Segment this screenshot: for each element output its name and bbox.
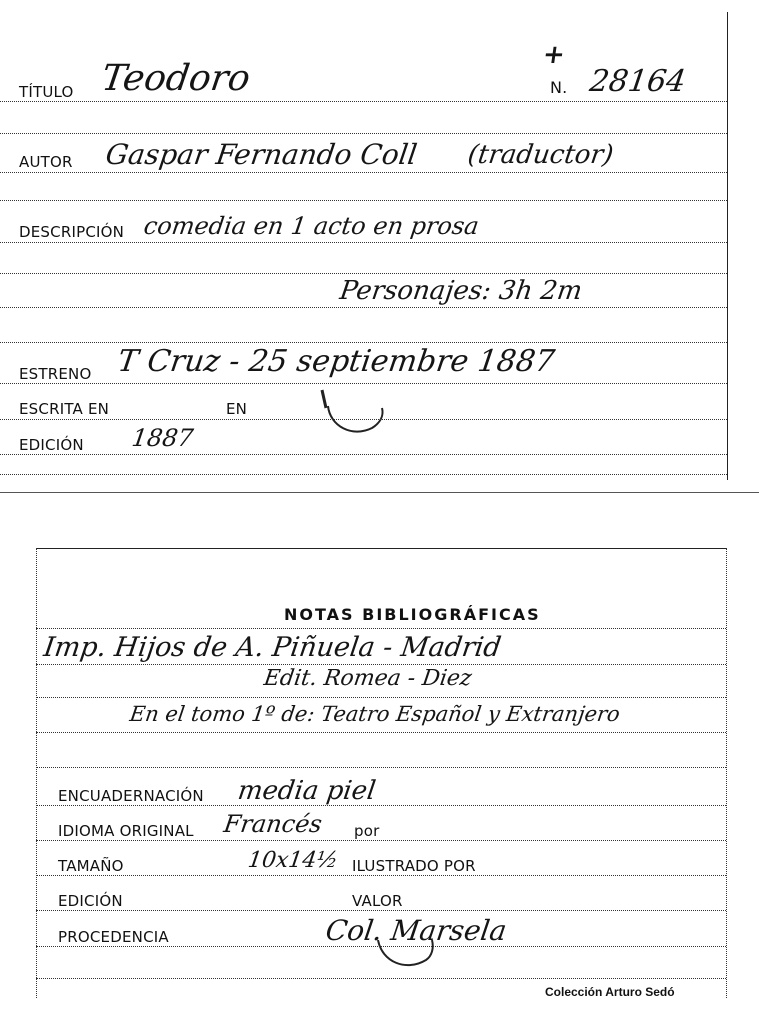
escrita-en-label: ESCRITA EN: [19, 400, 110, 418]
ruled-line: [36, 767, 726, 768]
tamano-line: [36, 875, 726, 876]
ruled-line: [36, 664, 726, 665]
edicion-label: EDICIÓN: [19, 436, 84, 454]
personajes-value: Personajes: 3h 2m: [337, 276, 585, 306]
autor-value: Gaspar Fernando Coll: [103, 138, 420, 171]
note-line-2: Edit. Romea - Diez: [262, 666, 474, 691]
idioma-label: IDIOMA ORIGINAL: [58, 822, 194, 840]
ruled-line: [0, 200, 727, 201]
tamano-label: TAMAÑO: [58, 857, 124, 875]
note-line-3: En el tomo 1º de: Teatro Español y Extranjero: [128, 702, 622, 726]
encuadernacion-label: ENCUADERNACIÓN: [58, 787, 204, 805]
edicion-bottom-label: EDICIÓN: [58, 892, 123, 910]
ilustrado-label: ILUSTRADO POR: [352, 857, 476, 875]
ruled-line: [0, 474, 727, 475]
titulo-line: [0, 101, 727, 102]
collection-footer: Colección Arturo Sedó: [545, 985, 675, 999]
notas-heading: NOTAS BIBLIOGRÁFICAS: [284, 605, 541, 624]
procedencia-value: Col. Marsela: [323, 914, 509, 947]
top-card-right-border: [727, 12, 728, 480]
ruled-line: [0, 307, 727, 308]
idioma-line: [36, 840, 726, 841]
top-card-bottom-border: [0, 492, 759, 493]
ruled-line: [0, 133, 727, 134]
autor-note: (traductor): [465, 140, 616, 170]
procedencia-label: PROCEDENCIA: [58, 928, 169, 946]
autor-line: [0, 172, 727, 173]
numero-mark: +: [540, 40, 567, 70]
ruled-line: [0, 273, 727, 274]
estreno-line: [0, 383, 727, 384]
hole-punch-mark: [320, 388, 390, 440]
ruled-line: [36, 628, 726, 629]
escrita-en-line: [0, 419, 727, 420]
ruled-line: [36, 978, 726, 979]
bottom-card-right-border: [726, 548, 727, 998]
descripcion-value: comedia en 1 acto en prosa: [142, 212, 481, 240]
ruled-line: [36, 732, 726, 733]
edicion-bottom-line: [36, 910, 726, 911]
descripcion-label: DESCRIPCIÓN: [19, 223, 125, 241]
bottom-card-left-border: [36, 548, 37, 998]
en-label: EN: [226, 400, 248, 418]
estreno-value: T Cruz - 25 septiembre 1887: [115, 344, 557, 379]
hole-punch-mark: [372, 930, 442, 974]
edicion-line: [0, 454, 727, 455]
autor-label: AUTOR: [19, 153, 73, 171]
idioma-value: Francés: [222, 810, 324, 838]
procedencia-line: [36, 946, 726, 947]
encuadernacion-value: media piel: [235, 776, 378, 806]
edicion-value: 1887: [130, 424, 196, 452]
por-label: por: [354, 822, 380, 840]
titulo-label: TÍTULO: [19, 83, 74, 101]
titulo-value: Teodoro: [99, 58, 253, 99]
estreno-label: ESTRENO: [19, 365, 92, 383]
tamano-value: 10x14½: [246, 848, 340, 873]
note-line-1: Imp. Hijos de A. Piñuela - Madrid: [41, 632, 504, 663]
bottom-card-top-border: [36, 548, 726, 549]
descripcion-line: [0, 242, 727, 243]
numero-label: N.: [550, 78, 568, 97]
ruled-line: [36, 697, 726, 698]
numero-value: 28164: [587, 64, 688, 99]
ruled-line: [0, 342, 727, 343]
encuadernacion-line: [36, 805, 726, 806]
valor-label: VALOR: [352, 892, 403, 910]
